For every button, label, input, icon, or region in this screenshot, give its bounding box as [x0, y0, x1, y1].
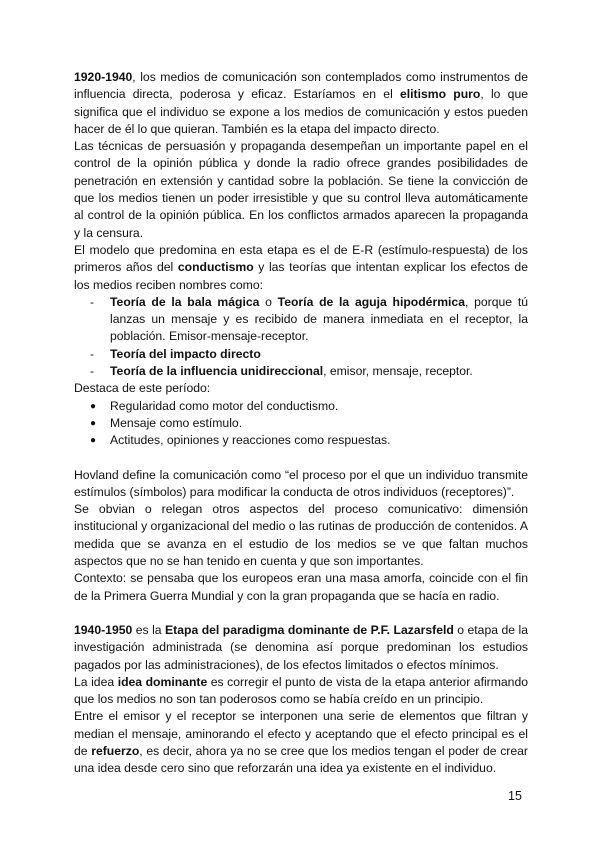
- document-page: [74, 69, 528, 778]
- list-item-text: Actitudes, opiniones y reacciones como respuestas.: [110, 433, 391, 448]
- key-term: idea dominante: [117, 674, 208, 689]
- text-span: , los medios de comunicación son contemplados como instrumentos de influencia directa, poderosa y eficaz. Estaríamos en el: [74, 70, 528, 102]
- list-item: [74, 346, 528, 363]
- key-term: Etapa del paradigma dominante de P.F. Lazarsfeld: [165, 622, 454, 637]
- text-span: es corregir el punto de vista de la etapa anterior afirmando que los medios no son tan poderosos como se había creído en un principio.: [74, 674, 529, 707]
- paragraph-1920-1940: [74, 69, 528, 138]
- bullet-icon: ●: [90, 435, 97, 447]
- paragraph-model: [74, 242, 528, 294]
- text-span: , lo que significa que el individuo se expone a los medios de comunicación y estos pueden hacer de él lo que quieran. También es la etapa del impacto directo.: [74, 87, 528, 136]
- text-span: es la: [132, 622, 166, 637]
- paragraph-dominant-idea: [74, 674, 528, 709]
- key-term: elitismo puro: [400, 87, 481, 102]
- list-item-text: Mensaje como estímulo.: [110, 415, 243, 430]
- text-span: , es decir, ahora ya no se cree que los medios tengan el poder de crear una idea desde cero sino que reforzarán una idea ya existente en el individuo.: [74, 743, 528, 776]
- list-item: [74, 398, 528, 415]
- key-term: Teoría del impacto directo: [110, 346, 261, 361]
- text-span: y las teorías que intentan explicar los efectos de los medios reciben nombres como:: [74, 260, 528, 292]
- key-term: Teoría de la aguja hipodérmica: [277, 294, 465, 309]
- list-item: [74, 294, 528, 346]
- key-term: Teoría de la influencia unidireccional: [110, 364, 324, 379]
- theories-list: [74, 294, 528, 380]
- key-term: Teoría de la bala mágica: [110, 294, 260, 309]
- text-span: , porque tú lanzas un mensaje y es recibido de manera inmediata en el receptor, la población. Emisor-mensaje-receptor.: [110, 294, 528, 344]
- list-item: [74, 363, 528, 380]
- paragraph-1940-1950: [74, 622, 528, 674]
- paragraph-reinforcement: [74, 708, 528, 777]
- period-label: 1920-1940: [74, 70, 133, 84]
- key-term: refuerzo: [91, 743, 140, 758]
- text-span: Entre el emisor y el receptor se interponen una serie de elementos que filtran y median el mensaje, aminorando el efecto y aceptando que el efecto principal es el de: [74, 709, 528, 758]
- list-item: [74, 415, 528, 432]
- spacer: [74, 605, 528, 622]
- text-span: o: [259, 294, 278, 309]
- paragraph-hovland: Hovland define la comunicación como “el proceso por el que un individuo transmite estímulos (símbolos) para modificar la conducta de otros individuos (receptores)”.: [74, 467, 528, 499]
- text-span: La idea: [74, 674, 118, 689]
- spacer: [74, 450, 528, 467]
- page-number: 15: [508, 789, 522, 803]
- paragraph-context: Contexto: se pensaba que los europeos eran una masa amorfa, coincide con el fin de la Primera Guerra Mundial y con la gran propaganda que se hacía en radio.: [74, 571, 528, 603]
- text-span: El modelo que predomina en esta etapa es el de E-R (estímulo-respuesta) de los primeros años del: [74, 242, 528, 275]
- paragraph-obviated-aspects: Se obvian o relegan otros aspectos del proceso comunicativo: dimensión institucional y organizacional del medio o las rutinas de producción de contenidos. A medida que se avanza en el estudio de los medios se ve que faltan muchos aspectos que no se han tenido en cuenta y que son importantes.: [74, 502, 528, 569]
- dash-marker: -: [90, 346, 95, 361]
- key-term: conductismo: [177, 260, 254, 275]
- bullet-icon: ●: [90, 417, 97, 429]
- list-item-text: Regularidad como motor del conductismo.: [110, 398, 339, 413]
- text-span: , emisor, mensaje, receptor.: [323, 364, 473, 379]
- paragraph-highlights-intro: Destaca de este período:: [74, 381, 211, 396]
- period-label: 1940-1950: [74, 622, 133, 637]
- bullet-icon: ●: [90, 400, 97, 412]
- highlights-list: [74, 398, 528, 450]
- dash-marker: -: [90, 294, 95, 309]
- list-item: [74, 432, 528, 449]
- dash-marker: -: [90, 364, 95, 379]
- text-span: o etapa de la investigación administrada (se denomina así porque predominan los estudios pagados por las administraciones), de los efectos limitados o efectos mínimos.: [74, 622, 528, 672]
- paragraph-persuasion: Las técnicas de persuasión y propaganda desempeñan un importante papel en el control de la opinión pública y donde la radio ofrece grandes posibilidades de penetración en extensión y cantidad sobre la población. Se tiene la convicción de que los medios tienen un poder irresistible y que su control lleva automáticamente al control de la opinión pública. En los conflictos armados aparecen la propaganda y la censura.: [74, 139, 528, 240]
